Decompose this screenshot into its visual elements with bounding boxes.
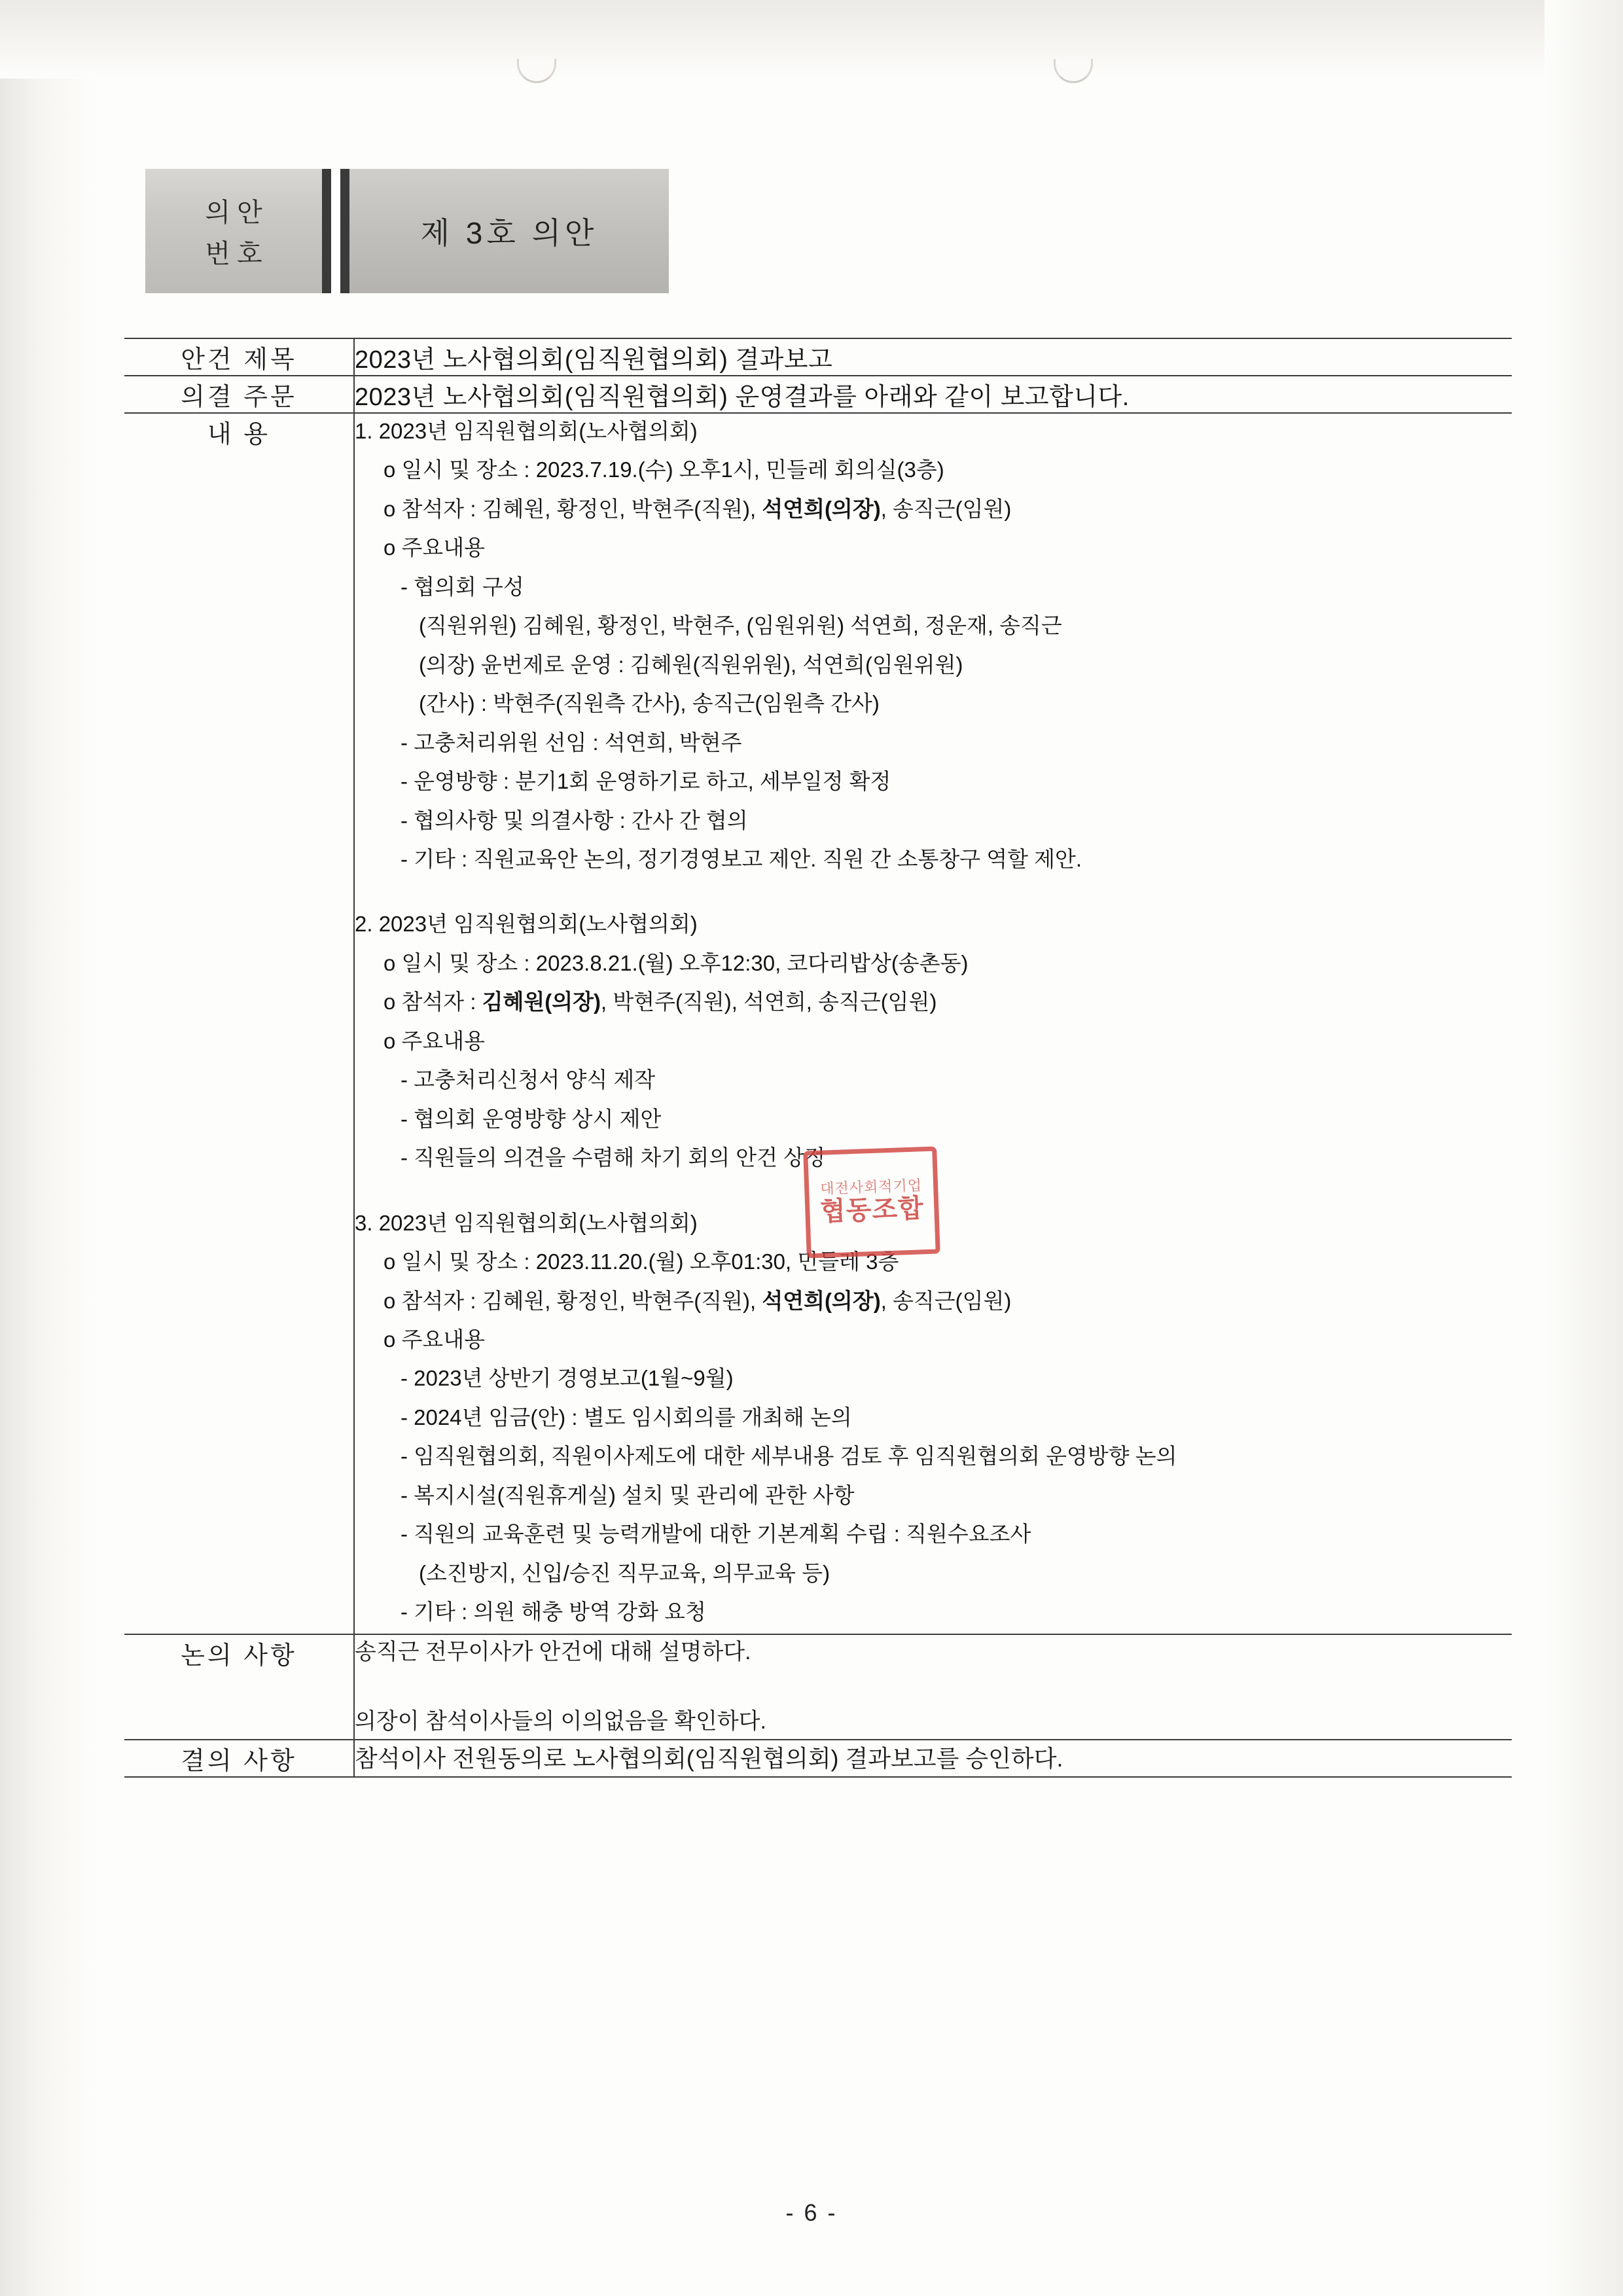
table-row-content bbox=[124, 413, 1512, 1634]
scan-shadow-top bbox=[0, 0, 1623, 79]
discussion-value bbox=[354, 1634, 1512, 1740]
section-3-line-5: - 2024년 임금(안) : 별도 임시회의를 개최해 논의 bbox=[401, 1405, 852, 1429]
section-3-line-6: - 임직원협의회, 직원이사제도에 대한 세부내용 검토 후 임직원협의회 운영방향 논의 bbox=[401, 1444, 1177, 1469]
section-1-line-2 bbox=[383, 492, 1512, 526]
section-2-line-2c: , 박현주(직원), 석연희, 송직근(임원) bbox=[601, 990, 937, 1014]
section-3-line-9: (소진방지, 신입/승진 직무교육, 의무교육 등) bbox=[419, 1560, 830, 1585]
discussion-label: 논의 사항 bbox=[124, 1634, 354, 1740]
resolution-value: 2023년 노사협의회(임직원협의회) 운영결과를 아래와 같이 보고합니다. bbox=[354, 376, 1512, 413]
banner-divider bbox=[322, 169, 349, 293]
subject-label: 안건 제목 bbox=[124, 338, 354, 376]
page-number: - 6 - bbox=[785, 2199, 838, 2226]
section-3-title: 3. 2023년 임직원협의회(노사협의회) bbox=[355, 1210, 698, 1235]
decision-value: 참석이사 전원동의로 노사협의회(임직원협의회) 결과보고를 승인하다. bbox=[354, 1740, 1512, 1777]
section-3-line-10: - 기타 : 의원 해충 방역 강화 요청 bbox=[401, 1600, 706, 1624]
section-3-line-4: - 2023년 상반기 경영보고(1월~9월) bbox=[401, 1366, 734, 1391]
section-3-line-8: - 직원의 교육훈련 및 능력개발에 대한 기본계획 수립 : 직원수요조사 bbox=[401, 1522, 1031, 1547]
discussion-line-2: 의장이 참석이사들의 이의없음을 확인하다. bbox=[355, 1709, 766, 1734]
resolution-label: 의결 주문 bbox=[124, 376, 354, 413]
section-1-line-7: (간사) : 박현주(직원측 간사), 송직근(임원측 간사) bbox=[419, 691, 880, 716]
discussion-line-1: 송직근 전무이사가 안건에 대해 설명하다. bbox=[355, 1639, 751, 1664]
table-row-decision bbox=[124, 1740, 1512, 1777]
section-2-line-2a: ο 참석자 : bbox=[383, 990, 482, 1014]
scan-shadow-right bbox=[1544, 0, 1623, 2296]
section-1-line-5: (직원위원) 김혜원, 황정인, 박현주, (임원위원) 석연희, 정운재, 송직근 bbox=[419, 613, 1062, 638]
section-1-line-4: - 협의회 구성 bbox=[401, 574, 524, 599]
section-1-title: 1. 2023년 임직원협의회(노사협의회) bbox=[355, 419, 698, 443]
section-2-line-3: ο 주요내용 bbox=[383, 1028, 486, 1053]
decision-label: 결의 사항 bbox=[124, 1740, 354, 1777]
table-row-discussion bbox=[124, 1634, 1512, 1740]
section-1-line-2c: , 송직근(임원) bbox=[880, 496, 1012, 521]
section-2-line-5: - 협의회 운영방향 상시 제안 bbox=[401, 1106, 662, 1131]
section-2-line-4: - 고충처리신청서 양식 제작 bbox=[401, 1067, 656, 1092]
section-1-line-3: ο 주요내용 bbox=[383, 535, 486, 560]
section-2-line-1: ο 일시 및 장소 : 2023.8.21.(월) 오후12:30, 코다리밥상(송촌동) bbox=[383, 950, 969, 975]
table-row-subject bbox=[124, 338, 1512, 376]
section-1-line-2a: ο 참석자 : 김혜원, 황정인, 박현주(직원), bbox=[383, 496, 762, 521]
hole-punch-mark bbox=[1054, 59, 1093, 83]
section-2-line-2-chair: 김혜원(의장) bbox=[482, 990, 601, 1014]
agenda-number-label bbox=[145, 169, 322, 293]
section-3-line-1: ο 일시 및 장소 : 2023.11.20.(월) 오후01:30, 민들레 3층 bbox=[383, 1249, 899, 1274]
section-1-line-1: ο 일시 및 장소 : 2023.7.19.(수) 오후1시, 민들레 회의실(3층) bbox=[383, 457, 944, 482]
content-value bbox=[354, 413, 1512, 1634]
section-3-line-2a: ο 참석자 : 김혜원, 황정인, 박현주(직원), bbox=[383, 1288, 762, 1313]
content-label: 내 용 bbox=[124, 413, 354, 1634]
section-2-line-6: - 직원들의 의견을 수렴해 차기 회의 안건 상정 bbox=[401, 1145, 825, 1170]
agenda-number-value bbox=[349, 169, 669, 293]
section-2-line-2 bbox=[383, 984, 1512, 1019]
section-3-line-7: - 복지시설(직원휴게실) 설치 및 관리에 관한 사항 bbox=[401, 1482, 855, 1507]
section-1-line-11: - 기타 : 직원교육안 논의, 정기경영보고 제안. 직원 간 소통창구 역할 제안. bbox=[401, 846, 1082, 871]
section-3-line-2 bbox=[383, 1283, 1512, 1318]
section-3-line-2c: , 송직근(임원) bbox=[880, 1288, 1012, 1313]
hole-punch-mark bbox=[517, 59, 556, 83]
stamp-top-text: 대전사회적기업 bbox=[819, 1177, 923, 1198]
section-3-line-2-chair: 석연희(의장) bbox=[762, 1288, 881, 1313]
section-2-title: 2. 2023년 임직원협의회(노사협의회) bbox=[355, 912, 698, 937]
section-1-line-2-chair: 석연희(의장) bbox=[762, 496, 881, 521]
section-1-line-8: - 고충처리위원 선임 : 석연희, 박현주 bbox=[401, 730, 742, 755]
table-row-resolution-statement bbox=[124, 376, 1512, 413]
section-1-line-10: - 협의사항 및 의결사항 : 간사 간 협의 bbox=[401, 808, 748, 833]
section-1-line-9: - 운영방향 : 분기1회 운영하기로 하고, 세부일정 확정 bbox=[401, 769, 891, 794]
section-1-line-6: (의장) 윤번제로 운영 : 김혜원(직원위원), 석연희(임원위원) bbox=[419, 652, 963, 677]
agenda-table bbox=[124, 338, 1512, 1778]
agenda-number-banner bbox=[145, 169, 669, 293]
section-3-line-3: ο 주요내용 bbox=[383, 1327, 486, 1352]
stamp-main-text: 협동조합 bbox=[819, 1194, 925, 1227]
agenda-number-label-line1: 의안 bbox=[205, 198, 269, 227]
subject-value: 2023년 노사협의회(임직원협의회) 결과보고 bbox=[354, 338, 1512, 376]
scan-shadow-left bbox=[0, 0, 98, 2296]
agenda-number-label-line2: 번호 bbox=[205, 240, 269, 268]
agenda-number-text: 제 3호 의안 bbox=[420, 216, 598, 250]
